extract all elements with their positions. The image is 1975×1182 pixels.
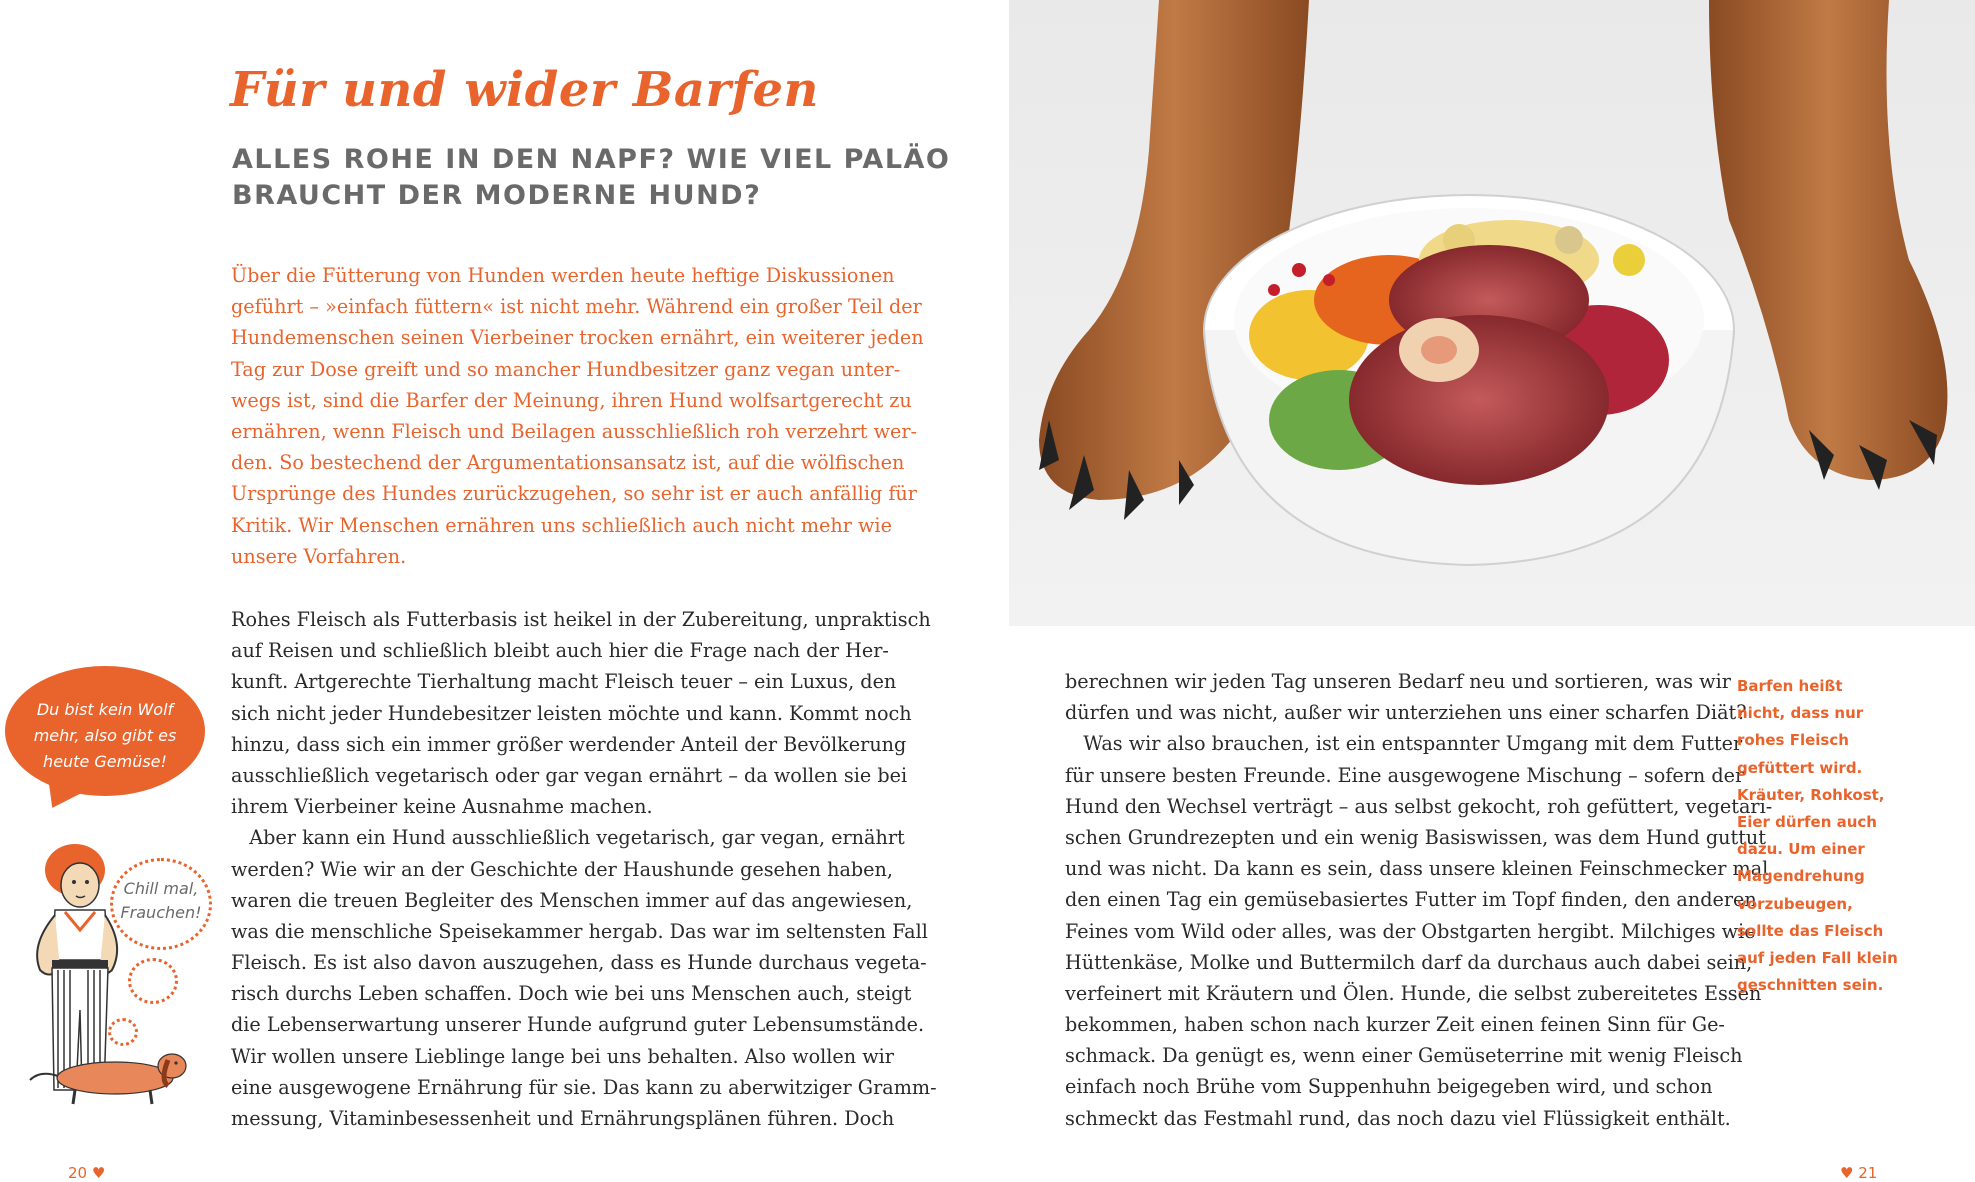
speech-bubble-line: heute Gemüse!: [43, 752, 167, 771]
body-line: und was nicht. Da kann es sein, dass unsere kleinen Feinschmecker mal: [1065, 857, 1769, 881]
subtitle-line: BRAUCHT DER MODERNE HUND?: [232, 180, 762, 211]
intro-line: Ursprünge des Hundes zurückzugehen, so sehr ist er auch anfällig für: [231, 482, 917, 506]
margin-note-line: sollte das Fleisch: [1737, 921, 1884, 940]
body-line: messung, Vitaminbesessenheit und Ernährungsplänen führen. Doch: [231, 1107, 895, 1130]
body-line: Feines vom Wild oder alles, was der Obstgarten hergibt. Milchiges wie: [1065, 919, 1756, 943]
body-text-left: [231, 604, 937, 1134]
margin-note-line: Barfen heißt: [1737, 677, 1843, 695]
body-line: Was wir also brauchen, ist ein entspannter Umgang mit dem Futter: [1065, 732, 1743, 756]
body-line: risch durchs Leben schaffen. Doch wie bei uns Menschen auch, steigt: [231, 982, 912, 1006]
chapter-subtitle: [232, 142, 951, 214]
intro-line: Über die Fütterung von Hunden werden heute heftige Diskussionen: [231, 264, 895, 287]
margin-note-line: auf jeden Fall klein: [1737, 948, 1898, 967]
margin-note-line: geschnitten sein.: [1737, 976, 1884, 995]
body-line: berechnen wir jeden Tag unseren Bedarf neu und sortieren, was wir: [1065, 670, 1731, 693]
speech-bubble-line: Du bist kein Wolf: [36, 700, 174, 719]
body-line: was die menschliche Speisekammer hergab. Das war im seltensten Fall: [231, 919, 928, 943]
body-line: dürfen und was nicht, außer wir unterziehen uns einer scharfen Diät?: [1065, 701, 1747, 725]
body-line: den einen Tag ein gemüsebasiertes Futter im Topf finden, den anderen: [1065, 888, 1757, 912]
intro-paragraph: [231, 260, 924, 572]
margin-note-line: Magendrehung: [1737, 867, 1865, 886]
intro-line: Kritik. Wir Menschen ernähren uns schließlich auch nicht mehr wie: [231, 513, 892, 537]
body-line: eine ausgewogene Ernährung für sie. Das kann zu aberwitziger Gramm-: [231, 1075, 937, 1099]
intro-line: ernähren, wenn Fleisch und Beilagen ausschließlich roh verzehrt wer-: [231, 419, 918, 443]
body-line: einfach noch Brühe vom Suppenhuhn beigegeben wird, und schon: [1065, 1075, 1713, 1099]
body-line: Fleisch. Es ist also davon auszugehen, dass es Hunde durchaus vegeta-: [231, 951, 927, 975]
body-line: bekommen, haben schon nach kurzer Zeit einen feinen Sinn für Ge-: [1065, 1013, 1725, 1037]
speech-bubble-line: mehr, also gibt es: [33, 726, 177, 745]
margin-note-line: nicht, dass nur: [1737, 704, 1864, 723]
body-line: sich nicht jeder Hundebesitzer leisten möchte und kann. Kommt noch: [231, 701, 912, 725]
margin-note-line: vorzubeugen,: [1737, 894, 1853, 913]
page-number-left: 20 ♥: [68, 1164, 106, 1182]
margin-note-line: rohes Fleisch: [1737, 731, 1849, 750]
chapter-title: Für und wider Barfen: [230, 62, 819, 118]
body-line: waren die treuen Begleiter des Menschen immer auf das angewiesen,: [231, 888, 913, 912]
body-line: die Lebenserwartung unserer Hunde aufgrund guter Lebensumstände.: [231, 1013, 925, 1037]
intro-line: Tag zur Dose greift und so mancher Hundbesitzer ganz vegan unter-: [231, 357, 901, 381]
body-line: schmack. Da genügt es, wenn einer Gemüseterrine mit wenig Fleisch: [1065, 1044, 1743, 1068]
thought-bubble-line: Frauchen!: [120, 903, 202, 922]
margin-note-line: dazu. Um einer: [1737, 840, 1865, 859]
margin-note: [1737, 673, 1907, 999]
body-line: werden? Wie wir an der Geschichte der Haushunde gesehen haben,: [231, 857, 893, 881]
body-line: ausschließlich vegetarisch oder gar vegan ernährt – da wollen sie bei: [231, 763, 908, 787]
speech-bubble-text: [5, 697, 205, 775]
intro-line: unsere Vorfahren.: [231, 544, 407, 568]
margin-note-line: Eier dürfen auch: [1737, 812, 1877, 831]
thought-bubble-line: Chill mal,: [123, 879, 199, 898]
body-line: für unsere besten Freunde. Eine ausgewogene Mischung – sofern der: [1065, 763, 1745, 787]
body-line: Hüttenkäse, Molke und Buttermilch darf da durchaus auch dabei sein,: [1065, 950, 1753, 974]
right-page: [1000, 0, 1975, 1182]
body-line: Hund den Wechsel verträgt – aus selbst gekocht, roh gefüttert, vegetari-: [1065, 794, 1773, 818]
body-line: schen Grundrezepten und ein wenig Basiswissen, was dem Hund guttut: [1065, 825, 1766, 849]
body-line: schmeckt das Festmahl rund, das noch dazu viel Flüssigkeit enthält.: [1065, 1106, 1731, 1130]
woman-and-dog-illustration: [0, 840, 190, 1120]
body-line: Aber kann ein Hund ausschließlich vegetarisch, gar vegan, ernährt: [231, 826, 905, 850]
body-line: ihrem Vierbeiner keine Ausnahme machen.: [231, 795, 653, 819]
body-line: auf Reisen und schließlich bleibt auch hier die Frage nach der Her-: [231, 639, 889, 663]
body-text-right: [1065, 666, 1772, 1134]
subtitle-line: ALLES ROHE IN DEN NAPF? WIE VIEL PALÄO: [232, 144, 951, 175]
body-line: verfeinert mit Kräutern und Ölen. Hunde, die selbst zubereitetes Essen: [1065, 981, 1762, 1005]
body-line: Wir wollen unsere Lieblinge lange bei uns behalten. Also wollen wir: [231, 1044, 894, 1068]
dog-paws-with-food-bowl-photo: [1009, 0, 1975, 626]
margin-note-line: Kräuter, Rohkost,: [1737, 785, 1885, 804]
intro-line: Hundemenschen seinen Vierbeiner trocken ernährt, ein weiterer jeden: [231, 326, 924, 350]
intro-line: den. So bestechend der Argumentationsansatz ist, auf die wölfischen: [231, 451, 905, 475]
margin-note-line: gefüttert wird.: [1737, 758, 1863, 777]
intro-line: wegs ist, sind die Barfer der Meinung, ihren Hund wolfsartgerecht zu: [231, 388, 912, 412]
page-number-right: ♥ 21: [1840, 1164, 1878, 1182]
intro-line: geführt – »einfach füttern« ist nicht mehr. Während ein großer Teil der: [231, 295, 922, 319]
body-line: kunft. Artgerechte Tierhaltung macht Fleisch teuer – ein Luxus, den: [231, 670, 897, 694]
body-line: Rohes Fleisch als Futterbasis ist heikel in der Zubereitung, unpraktisch: [231, 608, 931, 631]
body-line: hinzu, dass sich ein immer größer werdender Anteil der Bevölkerung: [231, 732, 907, 756]
